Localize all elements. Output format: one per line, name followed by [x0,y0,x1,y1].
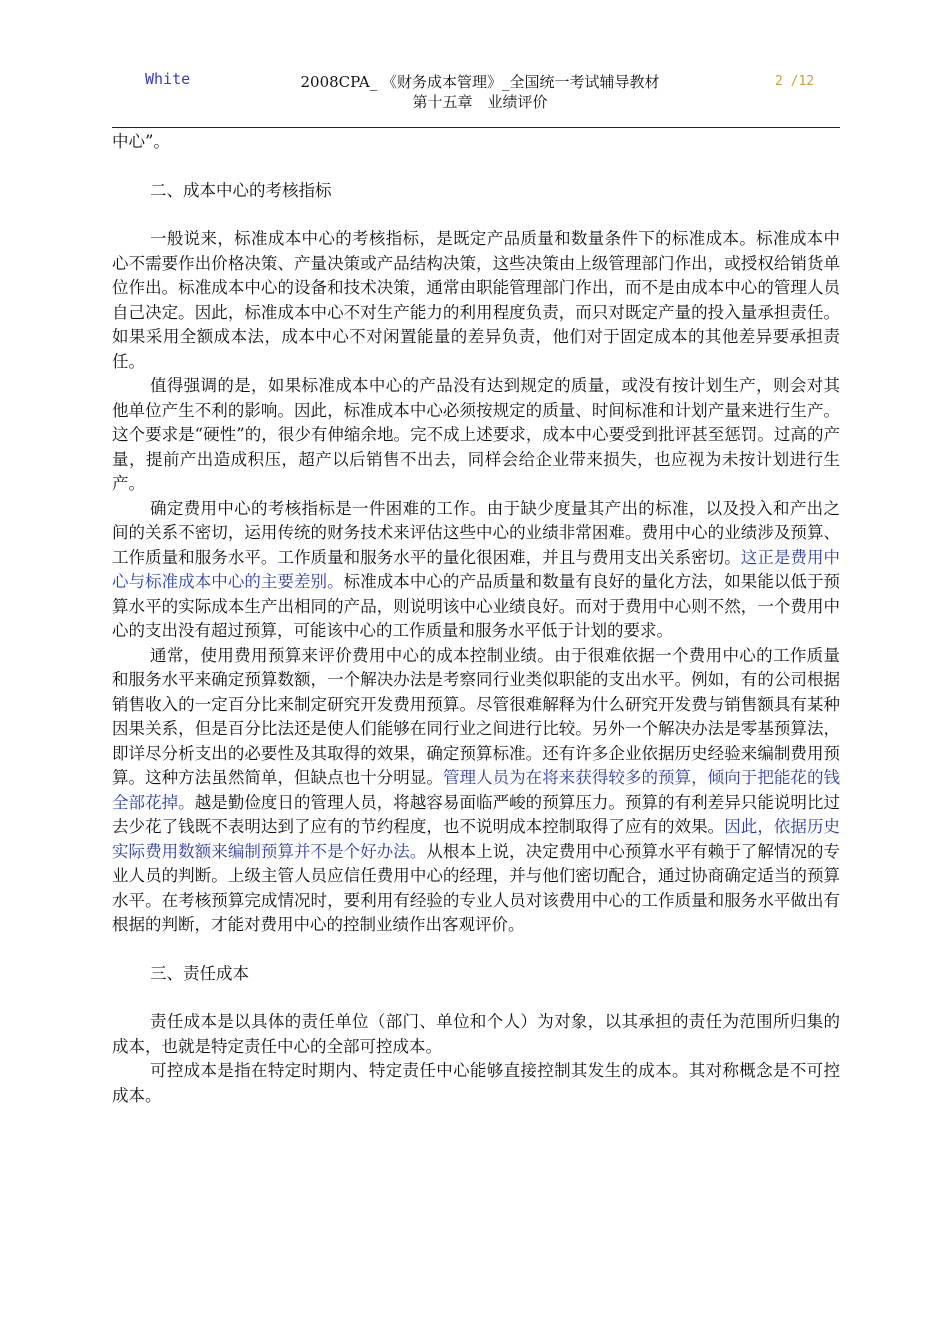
paragraph-4 [112,644,840,938]
paragraph-4-highlight-1: 管理人员为在将来获得较多的预算，倾向于把能花的钱全部花掉。 [112,768,841,812]
page-number: 2 /12 [775,74,815,89]
blank-line [112,155,840,179]
paragraph-4-text-a: 通常，使用费用预算来评价费用中心的成本控制业绩。由于很难依据一个费用中心的工作质量和服务水平来确定预算数额，一个解决办法是考察同行业类似职能的支出水平。例如，有的公司根据销售收入的一定百分比来制定研究开发费用预算。尽管很难解释为什么研究开发费与销售额具有某种因果关系，但是百分比法还是使人们能够在同行业之间进行比较。另外一个解决办法是零基预算法，即详尽分析支出的必要性及其取得的效果，确定预算标准。还有许多企业依据历史经验来编制费用预算。这种方法虽然简单，但缺点也十分明显。 [112,645,840,787]
paragraph-3-text-c: 标准成本中心的产品质量和数量有良好的量化方法，如果能以低于预算水平的实际成本生产出相同的产品，则说明该中心业绩良好。而对于费用中心则不然，一个费用中心的支出没有超过预算，可能该中心的工作质量和服务水平低于计划的要求。 [112,572,841,640]
paragraph-1: 一般说来，标准成本中心的考核指标，是既定产品质量和数量条件下的标准成本。标准成本中心不需要作出价格决策、产量决策或产品结构决策，这些决策由上级管理部门作出，或授权给销货单位作出。标准成本中心的设备和技术决策，通常由职能管理部门作出，而不是由成本中心的管理人员自己决定。因此，标准成本中心不对生产能力的利用程度负责，而只对既定产量的投入量承担责任。如果采用全额成本法，成本中心不对闲置能量的差异负责，他们对于固定成本的其他差异要承担责任。 [112,229,840,371]
section-heading-2: 二、成本中心的考核指标 [150,180,332,200]
header-title-line2: 第十五章 业绩评价 [412,93,548,111]
header-rule [112,127,840,128]
paragraph-5: 责任成本是以具体的责任单位（部门、单位和个人）为对象，以其承担的责任为范围所归集的成本，也就是特定责任中心的全部可控成本。 [112,1012,840,1056]
section-heading-3: 三、责任成本 [150,963,249,983]
paragraph-3-highlight: 这正是费用中心与标准成本中心的主要差别。 [112,547,841,591]
paragraph-6: 可控成本是指在特定时期内、特定责任中心能够直接控制其发生的成本。其对称概念是不可控成本。 [112,1061,840,1105]
paragraph-2: 值得强调的是，如果标准成本中心的产品没有达到规定的质量，或没有按计划生产，则会对其他单位产生不利的影响。因此，标准成本中心必须按规定的质量、时间标准和计划产量来进行生产。这个要求是“硬性”的，很少有伸缩余地。完不成上述要求，成本中心要受到批评甚至惩罚。过高的产量，提前产出造成积压，超产以后销售不出去，同样会给企业带来损失，也应视为未按计划进行生产。 [112,376,840,493]
paragraph-4-text-c: 越是勤俭度日的管理人员，将越容易面临严峻的预算压力。预算的有利差异只能说明比过去少花了钱既不表明达到了应有的节约程度，也不说明成本控制取得了应有的效果。 [112,792,841,836]
blank-line [112,938,840,962]
header-watermark: White [145,70,191,88]
paragraph-3 [112,497,840,644]
header-title-line1: 2008CPA_ 《财务成本管理》_全国统一考试辅导教材 [300,73,660,91]
header-title [230,72,730,112]
continued-text: 中心”。 [112,132,170,151]
blank-line [112,203,840,227]
blank-line [112,986,840,1010]
paragraph-4-highlight-2: 因此，依据历史实际费用数额来编制预算并不是个好办法。 [112,817,841,861]
paragraph-3-text-a: 确定费用中心的考核指标是一件困难的工作。由于缺少度量其产出的标准，以及投入和产出之间的关系不密切，运用传统的财务技术来评估这些中心的业绩非常困难。费用中心的业绩涉及预算、工作质量和服务水平。工作质量和服务水平的量化很困难，并且与费用支出关系密切。 [112,498,840,567]
paragraph-4-text-e: 从根本上说，决定费用中心预算水平有赖于了解情况的专业人员的判断。上级主管人员应信任费用中心的经理，并与他们密切配合，通过协商确定适当的预算水平。在考核预算完成情况时，要利用有经验的专业人员对该费用中心的工作质量和服务水平做出有根据的判断，才能对费用中心的控制业绩作出客观评价。 [112,841,841,934]
document-body [112,130,840,1108]
